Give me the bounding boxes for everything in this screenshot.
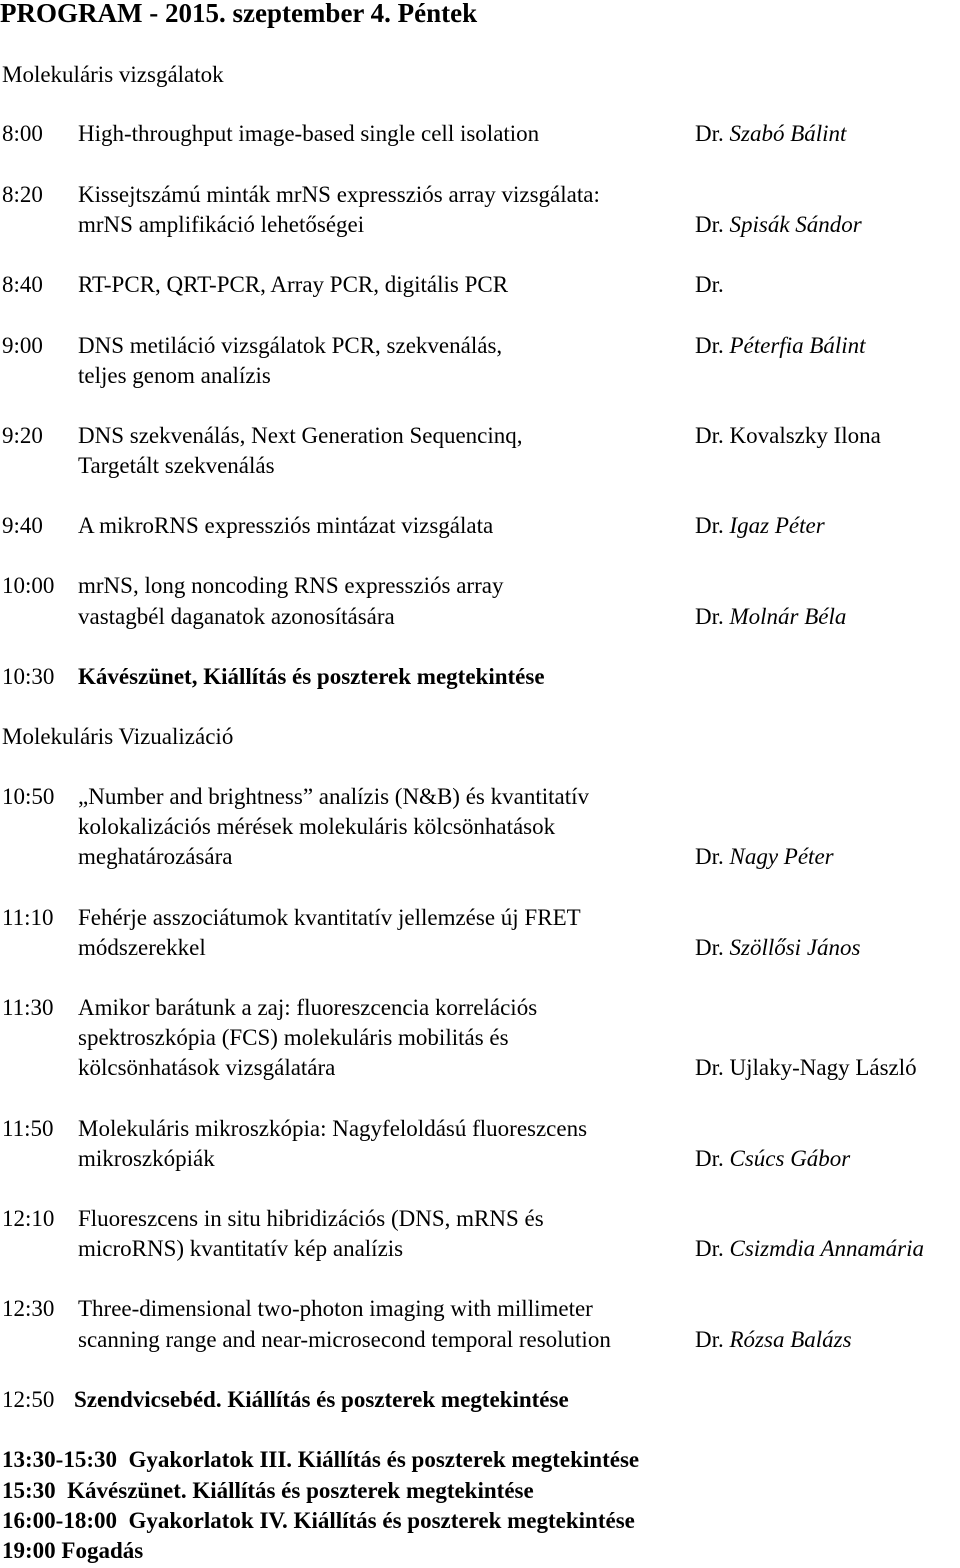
item-title: Kissejtszámú minták mrNS expressziós array vizsgálata: bbox=[78, 182, 600, 207]
item-title: microRNS) kvantitatív kép analízis bbox=[78, 1236, 404, 1261]
item-title: High-throughput image-based single cell isolation bbox=[78, 121, 540, 146]
item-speaker: Dr. Ujlaky-Nagy László bbox=[695, 1055, 917, 1080]
item-title: kolokalizációs mérések molekuláris kölcsönhatások bbox=[78, 814, 556, 839]
item-speaker: Dr. Szabó Bálint bbox=[695, 121, 847, 146]
item-time: 12:30 bbox=[2, 1296, 55, 1321]
item-speaker: Dr. Igaz Péter bbox=[695, 513, 825, 538]
item-title: DNS metiláció vizsgálatok PCR, szekvenálás, bbox=[78, 333, 503, 358]
item-speaker: Dr. Nagy Péter bbox=[695, 844, 834, 869]
item-time: 10:50 bbox=[2, 784, 55, 809]
page-title: PROGRAM - 2015. szeptember 4. Péntek bbox=[0, 0, 478, 28]
schedule-line: 16:00-18:00 Gyakorlatok IV. Kiállítás és poszterek megtekintése bbox=[2, 1508, 635, 1533]
item-title: DNS szekvenálás, Next Generation Sequencinq, bbox=[78, 423, 523, 448]
item-speaker: Dr. Szöllősi János bbox=[695, 935, 861, 960]
item-title: kölcsönhatások vizsgálatára bbox=[78, 1055, 336, 1080]
item-title: Molekuláris mikroszkópia: Nagyfeloldású fluoreszcens bbox=[78, 1116, 588, 1141]
item-speaker: Dr. Rózsa Balázs bbox=[695, 1327, 852, 1352]
break-time: 10:30 bbox=[2, 664, 55, 689]
item-title: Fehérje asszociátumok kvantitatív jellemzése új FRET bbox=[78, 905, 581, 930]
schedule-line: 15:30 Kávészünet. Kiállítás és poszterek megtekintése bbox=[2, 1478, 534, 1503]
item-speaker: Dr. Spisák Sándor bbox=[695, 212, 862, 237]
item-speaker: Dr. Csizmdia Annamária bbox=[695, 1236, 924, 1261]
item-title: Amikor barátunk a zaj: fluoreszcencia korrelációs bbox=[78, 995, 538, 1020]
item-title: teljes genom analízis bbox=[78, 363, 271, 388]
item-time: 11:30 bbox=[2, 995, 54, 1020]
item-title: Fluoreszcens in situ hibridizációs (DNS, mRNS és bbox=[78, 1206, 544, 1231]
item-time: 10:00 bbox=[2, 573, 55, 598]
break-text: Szendvicsebéd. Kiállítás és poszterek megtekintése bbox=[74, 1387, 569, 1412]
item-title: mrNS amplifikáció lehetőségei bbox=[78, 212, 365, 237]
item-title: mikroszkópiák bbox=[78, 1146, 215, 1171]
item-speaker: Dr. Péterfia Bálint bbox=[695, 333, 866, 358]
item-time: 11:10 bbox=[2, 905, 54, 930]
item-time: 11:50 bbox=[2, 1116, 54, 1141]
item-time: 12:10 bbox=[2, 1206, 55, 1231]
item-title: „Number and brightness” analízis (N&B) és kvantitatív bbox=[78, 784, 589, 809]
schedule-line: 13:30-15:30 Gyakorlatok III. Kiállítás és poszterek megtekintése bbox=[2, 1447, 640, 1472]
item-time: 9:20 bbox=[2, 423, 43, 448]
item-speaker: Dr. Kovalszky Ilona bbox=[695, 423, 881, 448]
item-speaker: Dr. Csúcs Gábor bbox=[695, 1146, 851, 1171]
item-time: 8:40 bbox=[2, 272, 43, 297]
section-heading-molecular-visualization: Molekuláris Vizualizáció bbox=[2, 724, 234, 749]
item-speaker: Dr. Molnár Béla bbox=[695, 604, 847, 629]
item-title: módszerekkel bbox=[78, 935, 206, 960]
schedule-line: 19:00 Fogadás bbox=[2, 1538, 144, 1563]
item-time: 8:00 bbox=[2, 121, 43, 146]
item-time: 9:00 bbox=[2, 333, 43, 358]
item-title: meghatározására bbox=[78, 844, 233, 869]
item-title: RT-PCR, QRT-PCR, Array PCR, digitális PCR bbox=[78, 272, 509, 297]
item-title: mrNS, long noncoding RNS expressziós array bbox=[78, 573, 504, 598]
section-heading-molecular-tests: Molekuláris vizsgálatok bbox=[2, 62, 224, 87]
item-title: Three-dimensional two-photon imaging with millimeter bbox=[78, 1296, 593, 1321]
item-title: vastagbél daganatok azonosítására bbox=[78, 604, 395, 629]
item-title: scanning range and near-microsecond temporal resolution bbox=[78, 1327, 611, 1352]
item-title: A mikroRNS expressziós mintázat vizsgálata bbox=[78, 513, 494, 538]
break-text: Kávészünet, Kiállítás és poszterek megtekintése bbox=[78, 664, 545, 689]
break-time: 12:50 bbox=[2, 1387, 55, 1412]
item-speaker: Dr. bbox=[695, 272, 724, 297]
item-time: 9:40 bbox=[2, 513, 43, 538]
item-title: spektroszkópia (FCS) molekuláris mobilitás és bbox=[78, 1025, 509, 1050]
item-time: 8:20 bbox=[2, 182, 43, 207]
item-title: Targetált szekvenálás bbox=[78, 453, 275, 478]
